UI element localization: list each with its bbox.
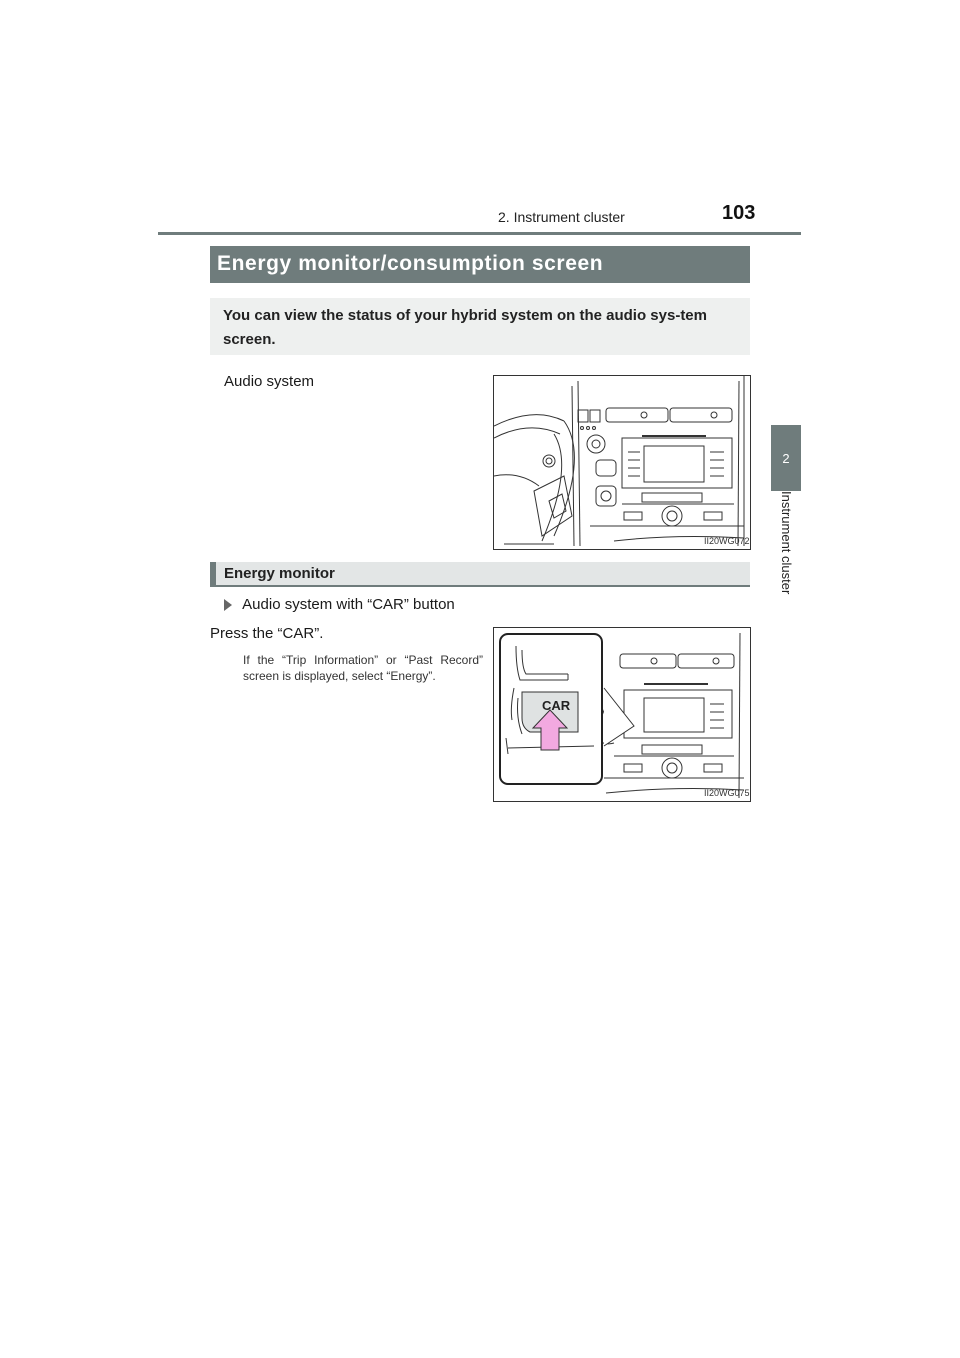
car-button-label: CAR	[542, 698, 571, 713]
subsection-rule	[210, 585, 750, 587]
triangle-bullet-icon	[224, 599, 232, 611]
dashboard-illustration	[493, 375, 751, 550]
chapter-label-text: Instrument cluster	[779, 491, 794, 595]
figure-code-1: II20WG072	[704, 536, 750, 546]
audio-system-label: Audio system	[224, 373, 315, 390]
subsection-title: Energy monitor	[224, 565, 335, 582]
chapter-side-label	[771, 491, 801, 611]
note-text: If the “Trip Information” or “Past Record” screen is displayed, select “Energy”.	[243, 653, 483, 683]
step-text: Press the “CAR”.	[210, 625, 324, 642]
bullet-item	[224, 596, 455, 613]
chapter-tab	[771, 425, 801, 491]
chapter-number: 2	[782, 450, 790, 466]
figure-code-2: II20WG075	[704, 788, 750, 798]
section-title: Energy monitor/consumption screen	[217, 252, 604, 275]
subsection-accent	[210, 562, 216, 586]
bullet-text: Audio system with “CAR” button	[242, 596, 455, 613]
page-number: 103	[722, 202, 756, 224]
intro-text: You can view the status of your hybrid system on the audio sys-tem screen.	[223, 307, 707, 348]
car-button-illustration	[493, 627, 751, 802]
header-rule	[158, 232, 801, 235]
running-header-section: 2. Instrument cluster	[498, 209, 625, 225]
